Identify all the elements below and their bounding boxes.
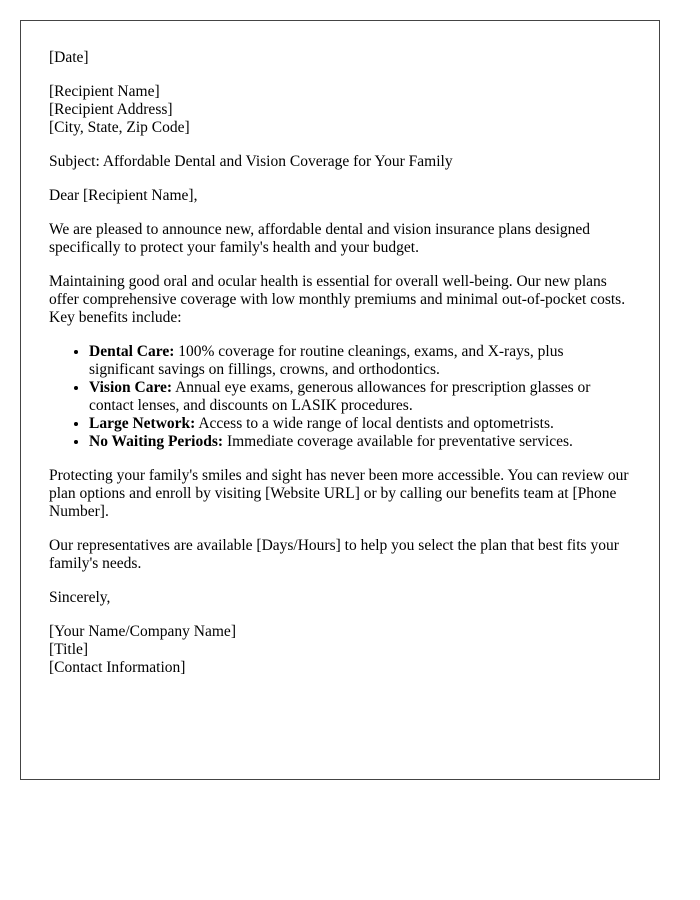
benefits-list (49, 343, 631, 451)
recipient-name: [Recipient Name] (49, 83, 160, 100)
signature-contact: [Contact Information] (49, 659, 186, 676)
signature-title: [Title] (49, 641, 89, 658)
benefit-title: Dental Care: (89, 343, 175, 360)
benefits-intro-paragraph: Maintaining good oral and ocular health is essential for overall well-being. Our new plans offer comprehensive coverage with low monthly premiums and minimal out-of-pocket costs. Key benefits include: (49, 273, 626, 326)
letter-page (20, 20, 660, 780)
greeting: Dear [Recipient Name], (49, 187, 198, 204)
date: [Date] (49, 49, 89, 66)
subject-line: Subject: Affordable Dental and Vision Coverage for Your Family (49, 153, 453, 170)
recipient-address: [Recipient Address] (49, 101, 173, 118)
signature-name: [Your Name/Company Name] (49, 623, 236, 640)
benefit-item-waiting (89, 433, 631, 451)
recipient-city-state-zip: [City, State, Zip Code] (49, 119, 190, 136)
benefit-text: 100% coverage for routine cleanings, exams, and X-rays, plus significant savings on fillings, crowns, and orthodontics. (89, 343, 564, 378)
availability-paragraph: Our representatives are available [Days/Hours] to help you select the plan that best fits your family's needs. (49, 537, 619, 572)
benefit-text: Immediate coverage available for preventative services. (223, 433, 573, 450)
benefit-title: Vision Care: (89, 379, 173, 396)
benefit-text: Annual eye exams, generous allowances for prescription glasses or contact lenses, and discounts on LASIK procedures. (89, 379, 591, 414)
recipient-block (49, 83, 631, 137)
signature-block (49, 623, 631, 677)
benefit-item-vision (89, 379, 631, 415)
benefit-item-network (89, 415, 631, 433)
benefit-item-dental (89, 343, 631, 379)
benefit-title: No Waiting Periods: (89, 433, 224, 450)
benefit-text: Access to a wide range of local dentists and optometrists. (195, 415, 554, 432)
enroll-paragraph: Protecting your family's smiles and sight has never been more accessible. You can review our plan options and enroll by visiting [Website URL] or by calling our benefits team at [Phone Number]. (49, 467, 629, 520)
benefit-title: Large Network: (89, 415, 196, 432)
signoff: Sincerely, (49, 589, 111, 606)
intro-paragraph: We are pleased to announce new, affordable dental and vision insurance plans designed specifically to protect your family's health and your budget. (49, 221, 591, 256)
